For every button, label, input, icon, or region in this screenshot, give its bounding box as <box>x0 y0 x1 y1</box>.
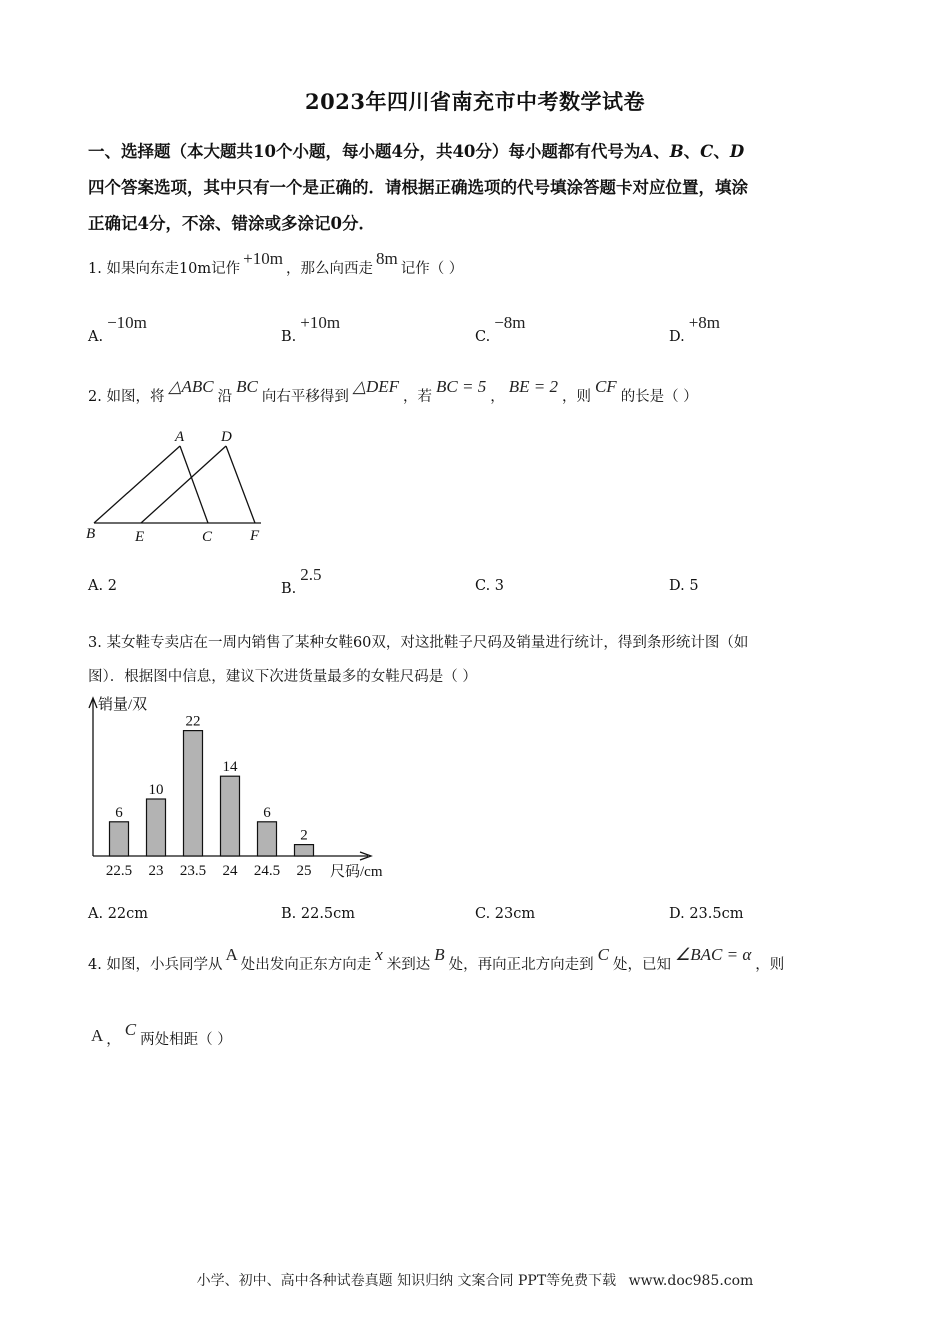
section-line-1: 一、选择题（本大题共10个小题，每小题4分，共40分）每小题都有代号为A、B、C、D <box>88 142 745 161</box>
question-1: 1. 如果向东走10m记作+10m，那么向西走8m记作（ ） <box>88 249 464 277</box>
footer-text: 小学、初中、高中各种试卷真题 知识归纳 文案合同 PPT等免费下载 <box>196 1273 617 1289</box>
bar-23.5 <box>184 731 203 856</box>
q2-option-a[interactable]: A. 2 <box>88 578 117 594</box>
x-tick-label: 24 <box>222 863 238 879</box>
x-tick-label: 23 <box>148 863 164 879</box>
q1-option-c[interactable]: C.−8m <box>475 313 526 345</box>
q3-option-c[interactable]: C. 23cm <box>475 906 536 922</box>
label-b: B <box>86 526 96 542</box>
question-3-line-2: 图）．根据图中信息，建议下次进货量最多的女鞋尺码是（ ） <box>88 669 477 685</box>
q1-option-b[interactable]: B.+10m <box>281 313 341 345</box>
bar-24.5 <box>258 822 277 856</box>
q3-option-d[interactable]: D. 23.5cm <box>669 906 744 922</box>
bar-value-label: 10 <box>148 782 164 798</box>
q3-option-b[interactable]: B. 22.5cm <box>281 906 356 922</box>
question-4: 4. 如图，小兵同学从A处出发向正东方向走x米到达B处，再向正北方向走到C处，已知∠BAC = α，则 <box>88 945 785 973</box>
side-ba <box>94 446 180 523</box>
label-a: A <box>175 429 185 445</box>
bar-22.5 <box>110 822 129 856</box>
bar-value-label: 6 <box>263 804 271 821</box>
bar-23 <box>147 799 166 856</box>
q2-option-c[interactable]: C. 3 <box>475 578 505 594</box>
side-ed <box>141 446 226 523</box>
x-axis-label: 尺码/cm <box>330 864 383 880</box>
question-3 <box>88 626 748 694</box>
math-plus-10m: +10m <box>243 249 283 268</box>
translation-figure <box>80 420 280 550</box>
label-d: D <box>221 429 232 445</box>
bar-24 <box>221 776 240 856</box>
q1-option-d[interactable]: D.+8m <box>669 313 721 345</box>
label-c: C <box>202 529 213 545</box>
math-8m: 8m <box>375 249 398 268</box>
label-e: E <box>135 529 145 545</box>
side-df <box>226 446 255 523</box>
bar-25 <box>295 845 314 856</box>
bar-chart <box>80 690 410 890</box>
question-4-line-2: A ，C两处相距（ ） <box>91 1020 232 1048</box>
question-2: 2. 如图，将△ABC沿BC向右平移得到△DEF，若BC = 5，BE = 2，则CF的长是（ ） <box>88 377 698 405</box>
x-tick-label: 25 <box>296 863 312 879</box>
x-tick-label: 24.5 <box>253 863 281 879</box>
y-axis-label: 销量/双 <box>98 697 148 713</box>
x-tick-label: 23.5 <box>179 863 207 879</box>
footer-link[interactable]: www.doc985.com <box>628 1273 754 1289</box>
bar-value-label: 14 <box>222 759 238 776</box>
bar-value-label: 22 <box>185 713 201 730</box>
section-line-3: 正确记4分，不涂、错涂或多涂记0分． <box>88 214 375 233</box>
question-3-line-1: 3. 某女鞋专卖店在一周内销售了某种女鞋60双，对这批鞋子尺码及销量进行统计，得到条形统计图（如 <box>88 635 749 651</box>
q1-option-a[interactable]: A.−10m <box>88 313 147 345</box>
x-tick-label: 22.5 <box>105 863 133 879</box>
q3-option-a[interactable]: A. 22cm <box>88 906 149 922</box>
bar-value-label: 6 <box>115 804 123 821</box>
section-line-2: 四个答案选项，其中只有一个是正确的．请根据正确选项的代号填涂答题卡对应位置，填涂 <box>88 178 748 197</box>
label-f: F <box>250 528 260 544</box>
bar-value-label: 2 <box>300 827 308 844</box>
section-instructions <box>88 134 868 242</box>
footer <box>0 1270 950 1290</box>
q2-option-b[interactable]: B.2.5 <box>281 565 322 597</box>
page-title: 2023年四川省南充市中考数学试卷 <box>305 89 645 114</box>
q2-option-d[interactable]: D. 5 <box>669 578 699 594</box>
